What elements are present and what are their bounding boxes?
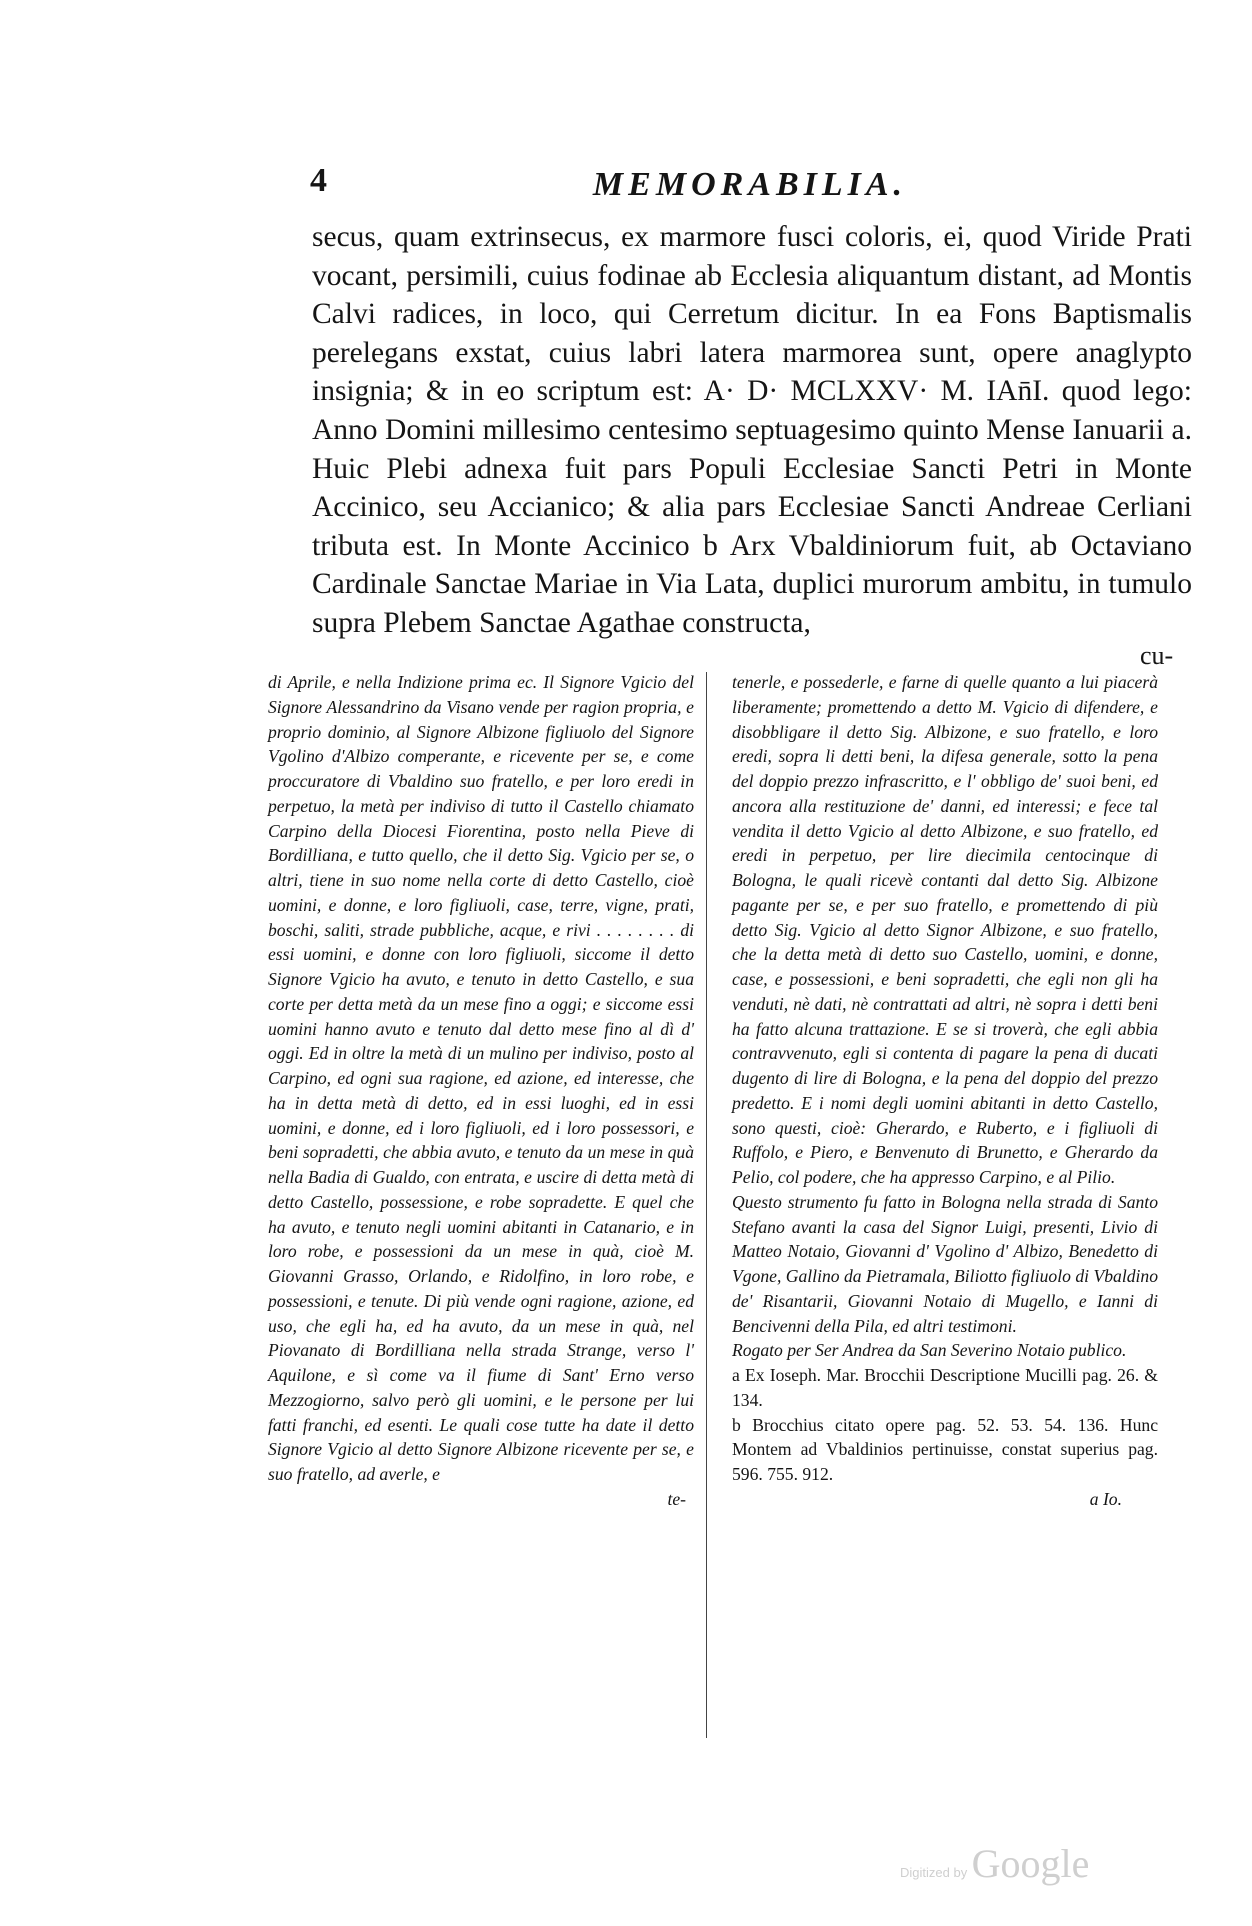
footnote-a: a Ex Ioseph. Mar. Brocchii Descriptione Mucilli pag. 26. & 134. [732, 1365, 1158, 1410]
column-catchword: a Io. [1089, 1488, 1122, 1509]
main-paragraph: secus, quam extrinsecus, ex marmore fusci coloris, ei, quod Viride Prati vocant, persimili, cuius fodinae ab Ecclesia aliquantum distant, ad Montis Calvi radices, in loco, qui Cerretum dicitur. In ea Fons Baptismalis perelegans exstat, cuius labri latera marmorea sunt, opere anaglypto insignia; & in eo scriptum est: A· D· MCLXXV· M. IAn̄I. quod lego: Anno Domini millesimo centesimo septuagesimo quinto Mense Ianuarii a. Huic Plebi adnexa fuit pars Populi Ecclesiae Sancti Petri in Monte Accinico, seu Accianico; & alia pars Ecclesiae Sancti Andreae Cerliani tributa est. In Monte Accinico b Arx Vbaldiniorum fuit, ab Octaviano Cardinale Sanctae Mariae in Via Lata, duplici murorum ambitu, in tumulo supra Plebem Sanctae Agathae constructa, [312, 221, 1192, 639]
watermark-brand: Google [971, 1841, 1090, 1886]
footnote-paragraph: di Aprile, e nella Indizione prima ec. Il Signore Vgicio del Signore Alessandrino da Visano vende per ragion propria, e proprio dominio, al Signore Albizone figliuolo del Signore Vgolino d'Albizo comperante, e ricevente per se, e come proccuratore di Vbaldino suo fratello, e per loro eredi in perpetuo, la metà per indiviso di tutto il Castello chiamato Carpino della Diocesi Fiorentina, posto nella Pieve di Bordilliana, e tutto quello, che il detto Sig. Vgicio per se, o altri, tiene in suo nome nella corte di detto Castello, cioè uomini, e donne, e loro figliuoli, case, terre, vigne, prati, boschi, saliti, strade pubbliche, acque, e rivi . . . . . . . . di essi uomini, e donne con loro figliuoli, siccome il detto Signore Vgicio ha avuto, e tenuto in detto Castello, e sua corte per detta metà da un mese fino a oggi; e siccome essi uomini hanno avuto e tenuto dal detto mese fino al dì d' oggi. Ed in oltre la metà di un mulino per indiviso, posto al Carpino, ed ogni sua ragione, ed azione, ed interesse, che ha in detta metà di detto, ed in essi luoghi, ed in essi uomini, e donne, ed i loro figliuoli, ed i loro possessori, e beni sopradetti, che abbia avuto, e tenuto da un mese in quà nella Badia di Gualdo, con entrata, e uscire di detta metà di detto Castello, possessione, e robe sopradette. E quel che ha avuto, e tenuto negli uomini abitanti in Catanario, e in loro robe, e possessioni da un mese in quà, cioè M. Giovanni Grasso, Orlando, e Ridolfino, in loro robe, e possessioni, e tenute. Di più vende ogni ragione, azione, ed uso, che egli ha, ed ha avuto, da un mese in quà, nel Piovanato di Bordilliana nella strada Strange, verso l' Aquilone, e sì come va il fiume di Sant' Erno verso Mezzogiorno, salvo però gli uomini, e le persone per lui fatti franchi, ed esenti. Le quali cose tutte ha date il detto Signore Vgicio al detto Signore Albizone ricevente per se, e suo fratello, ad averle, e [268, 672, 694, 1484]
watermark-small-text: Digitized by [900, 1865, 968, 1880]
footnote-paragraph: tenerle, e possederle, e farne di quelle quanto a lui piacerà liberamente; promettendo a detto M. Vgicio di difendere, e disobbligare il detto Sig. Albizone, e suo fratello, e loro eredi, sopra li detti beni, la difesa generale, sotto la pena del doppio prezzo infrascritto, e l' obbligo de' suoi beni, ed ancora alla restituzione de' danni, ed interessi; e fece tal vendita il detto Vgicio al detto Albizone, e suo fratello, ed eredi in perpetuo, per lire diecimila centocinque di Bologna, le quali ricevè contanti dal detto Sig. Albizone pagante per se, e per suo fratello, e promettendo di più detto Sig. Vgicio al detto Signor Albizone, e suo fratello, che la detta metà di detto suo Castello, uomini, e donne, case, e possessioni, e beni sopradetti, che egli non gli ha venduti, nè dati, nè contrattati ad altri, nè sopra i detti beni ha fatto alcuna trattazione. E se si troverà, che egli abbia contravvenuto, egli si contenta di pagare la pena di ducati dugento di lire di Bologna, e la pena del doppio del prezzo predetto. E i nomi degli uomini abitanti in detto Castello, sono questi, cioè: Gherardo, e Ruberto, e i figliuoli di Ruffolo, e Piero, e Benvenuto di Brunetto, e Gherardo da Pelio, col podere, che ha appresso Carpino, e al Pilio. [732, 672, 1158, 1187]
notary-signature: Rogato per Ser Andrea da San Severino Notaio publico. [732, 1340, 1127, 1361]
digitized-watermark [900, 1840, 1089, 1887]
page-header [310, 162, 1190, 210]
notary-paragraph: Questo strumento fu fatto in Bologna nella strada di Santo Stefano avanti la casa del Signor Luigi, presenti, Livio di Matteo Notaio, Giovanni d' Vgolino d' Albizo, Benedetto di Vgone, Gallino da Pietramala, Biliotto figliuolo di Vbaldino de' Risantarii, Giovanni Notaio di Mugello, e Ianni di Bencivenni della Pila, ed altri testimoni. [732, 1191, 1158, 1336]
column-catchword: te- [667, 1488, 686, 1509]
footnote-b: b Brocchius citato opere pag. 52. 53. 54. 136. Hunc Montem ad Vbaldinios pertinuisse, constat superius pag. 596. 755. 912. [732, 1414, 1158, 1484]
column-divider [706, 672, 707, 1738]
footnote-column-left [268, 670, 694, 1512]
page-number: 4 [310, 162, 327, 199]
running-title: MEMORABILIA. [592, 166, 908, 203]
footnote-column-right [732, 670, 1158, 1512]
main-text-block [312, 218, 1192, 643]
catchword: cu- [1140, 641, 1174, 670]
